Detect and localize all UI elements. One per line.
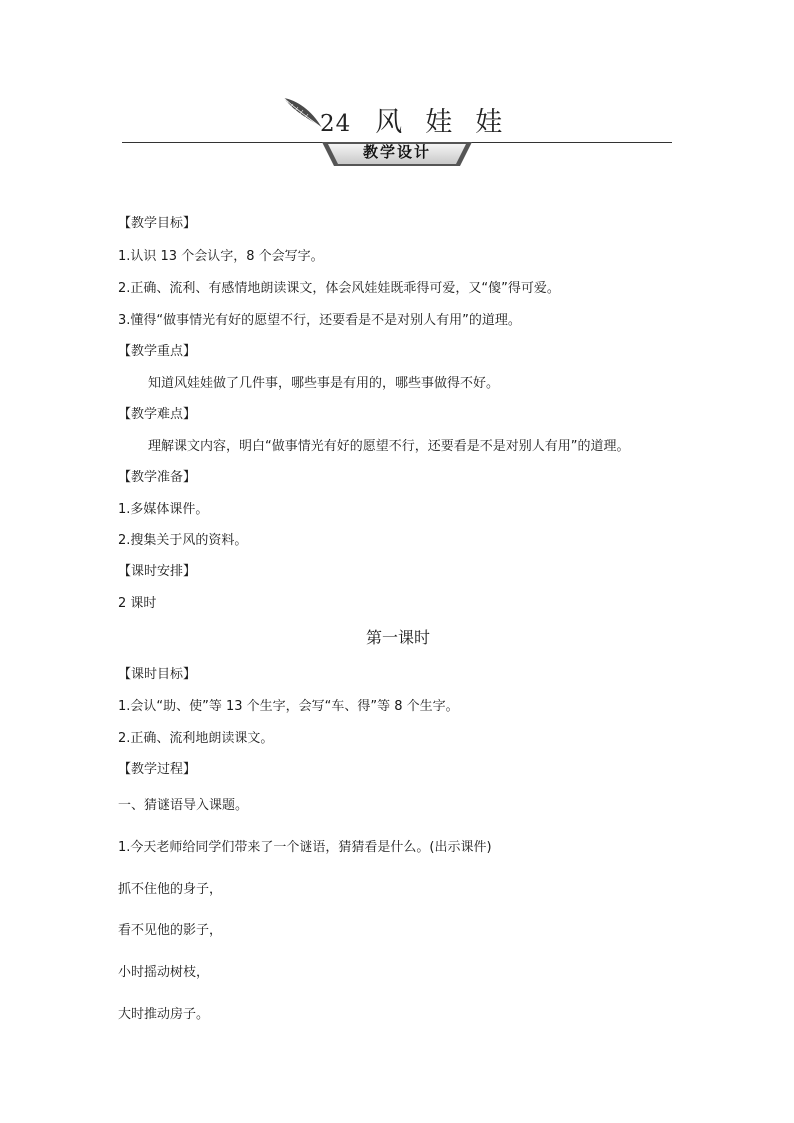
text-line: 看不见他的影子， bbox=[118, 923, 223, 938]
subtitle: 第一课时 bbox=[365, 628, 430, 647]
section-heading: 【教学过程】 bbox=[118, 762, 197, 777]
text-line: 1.多媒体课件。 bbox=[118, 502, 209, 517]
lesson-number: 24 bbox=[320, 111, 352, 137]
text-line: 知道风娃娃做了几件事，哪些事是有用的，哪些事做得不好。 bbox=[148, 376, 500, 391]
title-char: 风 bbox=[375, 107, 404, 138]
text-line: 理解课文内容，明白“做事情光有好的愿望不行，还要看是不是对别人有用”的道理。 bbox=[148, 439, 630, 454]
text-line: 1.会认“助、使”等 13 个生字，会写“车、得”等 8 个生字。 bbox=[118, 699, 459, 714]
banner-label: 教学设计 bbox=[362, 143, 431, 161]
section-heading: 【教学难点】 bbox=[118, 407, 197, 422]
title-char: 娃 bbox=[475, 107, 504, 138]
section-heading: 【教学目标】 bbox=[118, 216, 197, 231]
text-line: 小时摇动树枝， bbox=[118, 965, 210, 980]
title-char: 娃 bbox=[425, 107, 454, 138]
text-line: 1.认识 13 个会认字，8 个会写字。 bbox=[118, 249, 324, 264]
text-line: 2.正确、流利、有感情地朗读课文，体会风娃娃既乖得可爱，又“傻”得可爱。 bbox=[118, 281, 560, 296]
section-heading: 【教学准备】 bbox=[118, 470, 197, 485]
section-heading: 【教学重点】 bbox=[118, 344, 197, 359]
text-line: 1.今天老师给同学们带来了一个谜语，猜猜看是什么。(出示课件) bbox=[118, 840, 492, 855]
section-heading: 【课时目标】 bbox=[118, 667, 197, 682]
feather-pen-icon bbox=[282, 96, 324, 132]
section-heading: 【课时安排】 bbox=[118, 564, 197, 579]
text-line: 2.搜集关于风的资料。 bbox=[118, 533, 248, 548]
text-line: 3.懂得“做事情光有好的愿望不行，还要看是不是对别人有用”的道理。 bbox=[118, 313, 521, 328]
text-line: 抓不住他的身子， bbox=[118, 882, 223, 897]
text-line: 2.正确、流利地朗读课文。 bbox=[118, 731, 274, 746]
lesson-header bbox=[0, 0, 794, 180]
text-line: 一、猜谜语导入课题。 bbox=[118, 798, 249, 813]
lesson-title bbox=[320, 100, 503, 139]
text-line: 大时推动房子。 bbox=[118, 1007, 210, 1022]
text-line: 2 课时 bbox=[118, 596, 157, 611]
